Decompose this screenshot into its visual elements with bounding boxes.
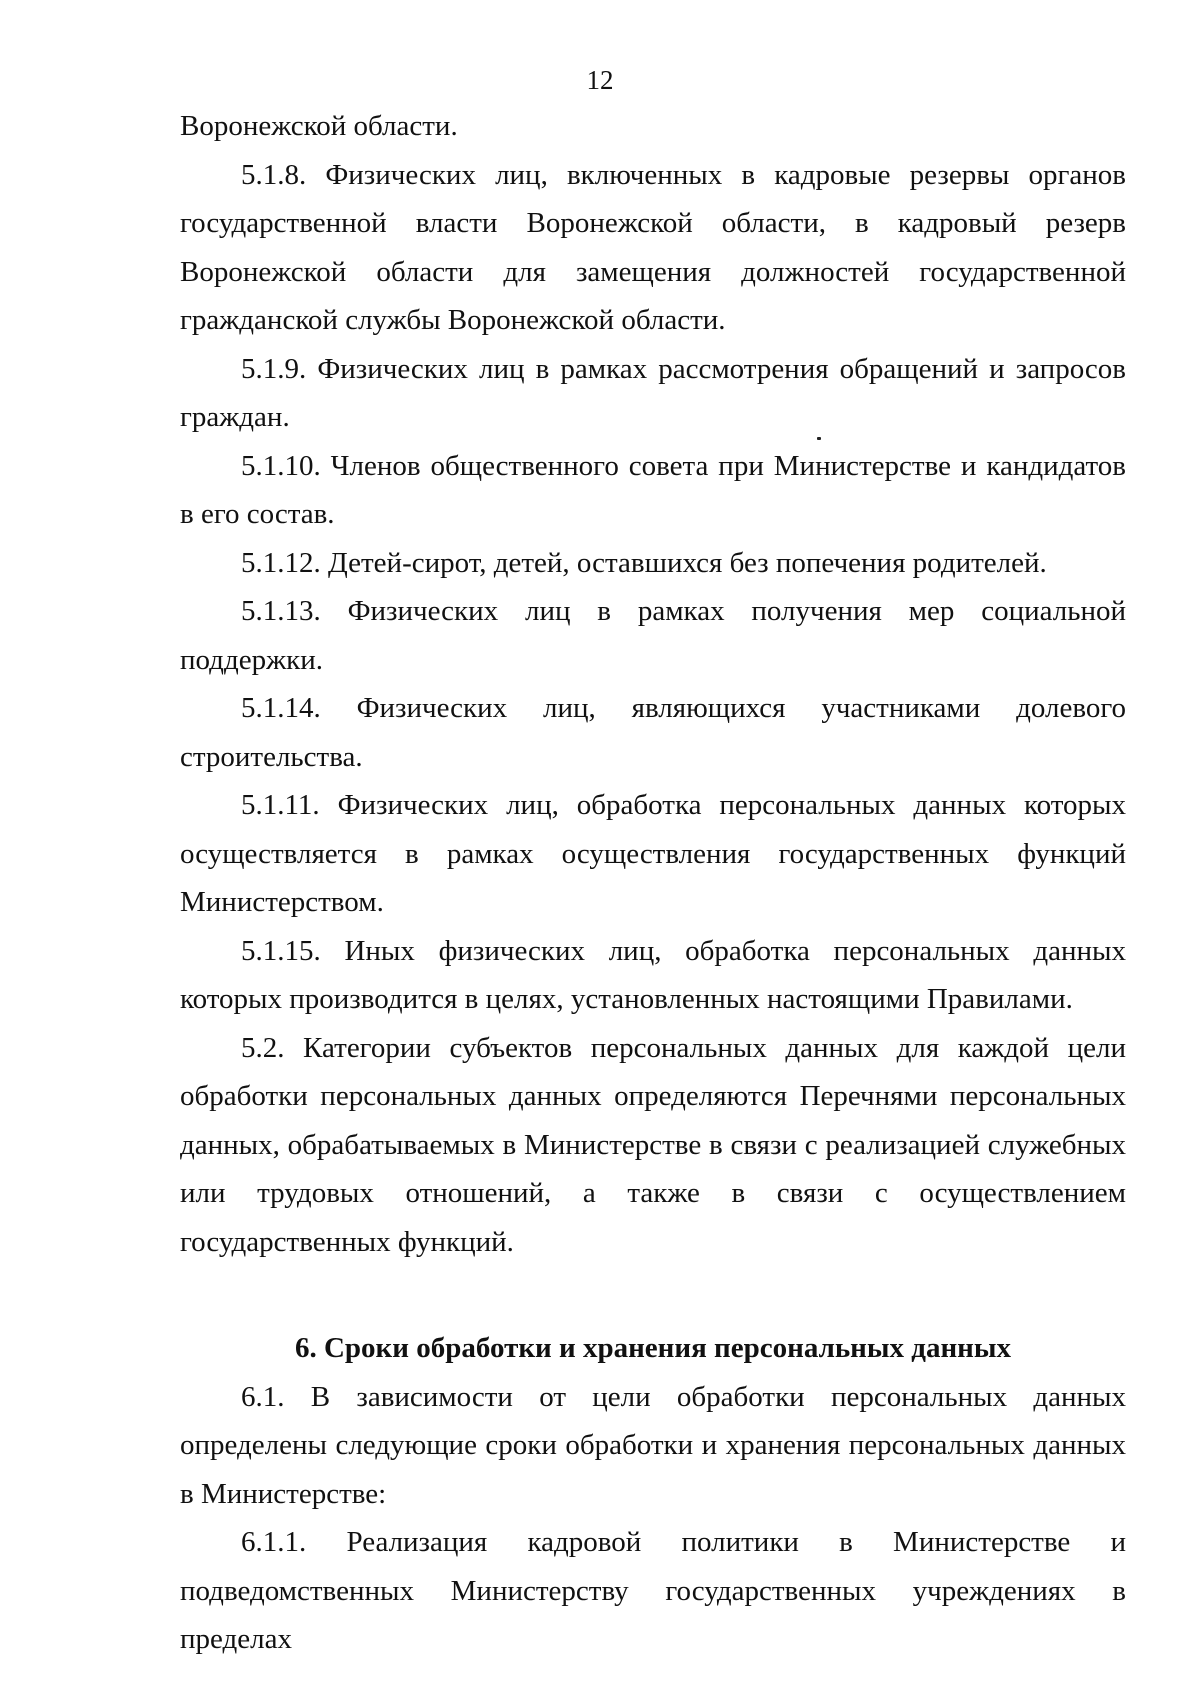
page-number: 12 xyxy=(586,65,614,95)
paragraph-5-1-13: 5.1.13. Физических лиц в рамках получения мер социальной поддержки. xyxy=(180,595,1126,676)
section-6-heading: 6. Сроки обработки и хранения персональных данных xyxy=(294,1332,1012,1364)
paragraph-5-1-9: 5.1.9. Физических лиц в рамках рассмотрения обращений и запросов граждан. xyxy=(180,352,1126,433)
paragraph-5-1-15: 5.1.15. Иных физических лиц, обработка персональных данных которых производится в целях, установленных настоящими Правилами. xyxy=(180,934,1126,1015)
paragraph-5-1-11: 5.1.11. Физических лиц, обработка персональных данных которых осуществляется в рамках осуществления государственных функций Министерством. xyxy=(180,789,1126,918)
paragraph-5-2: 5.2. Категории субъектов персональных данных для каждой цели обработки персональных данных определяются Перечнями персональных данных, обрабатываемых в Министерстве в связи с реализацией служебных или трудовых отношений, а также в связи с осуществлением государственных функций. xyxy=(180,1031,1126,1258)
paragraph-6-1: 6.1. В зависимости от цели обработки персональных данных определены следующие сроки обработки и хранения персональных данных в Министерстве: xyxy=(180,1380,1126,1510)
paragraph-5-1-8: 5.1.8. Физических лиц, включенных в кадровые резервы органов государственной власти Воронежской области, в кадровый резерв Воронежской области для замещения должностей государственной гражданской службы Воронежской области. xyxy=(180,158,1126,336)
paragraph-5-1-10: 5.1.10. Членов общественного совета при Министерстве и кандидатов в его состав. xyxy=(180,449,1126,530)
paragraph-continuation: Воронежской области. xyxy=(180,110,458,142)
paragraph-5-1-14: 5.1.14. Физических лиц, являющихся участниками долевого строительства. xyxy=(180,692,1126,773)
paragraph-5-1-12: 5.1.12. Детей-сирот, детей, оставшихся без попечения родителей. xyxy=(241,546,1047,579)
paragraph-6-1-1: 6.1.1. Реализация кадровой политики в Министерстве и подведомственных Министерству государственных учреждениях в пределах xyxy=(180,1526,1126,1655)
document-body xyxy=(180,102,1126,1664)
